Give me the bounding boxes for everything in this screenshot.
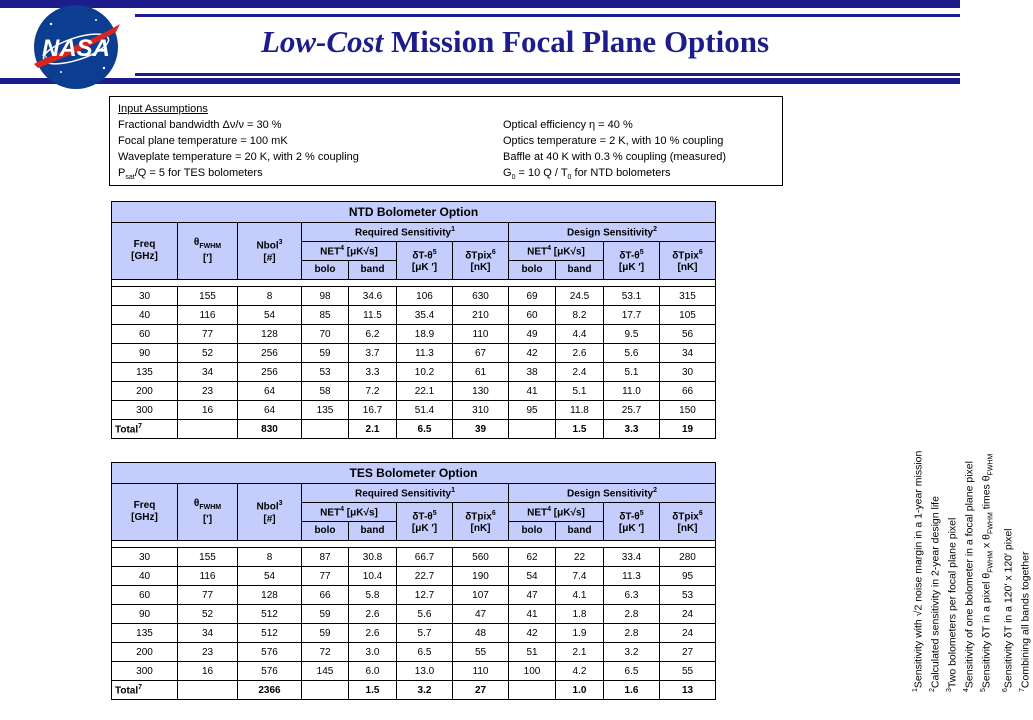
total-label: Total$^7$ <box>112 681 178 700</box>
table-cell: 145 <box>302 662 349 681</box>
col-dt: $\delta T-\theta^5$ [μK ′] <box>604 242 660 280</box>
ntd-bolometer-table <box>111 201 716 439</box>
table-row <box>112 567 716 586</box>
table-cell: 60 <box>112 586 178 605</box>
table-cell: 55 <box>453 643 509 662</box>
table-cell: 49 <box>509 325 556 344</box>
table-cell: 5.6 <box>397 605 453 624</box>
table-cell: 116 <box>178 567 238 586</box>
table-cell: 42 <box>509 344 556 363</box>
col-bolo: bolo <box>509 522 556 541</box>
table-row <box>112 401 716 420</box>
table-cell: 8 <box>238 548 302 567</box>
assumption-bandwidth: Fractional bandwidth Δν/ν = 30 % <box>118 119 282 131</box>
table-cell: 66.7 <box>397 548 453 567</box>
table-cell: 150 <box>660 401 716 420</box>
table-cell: 155 <box>178 287 238 306</box>
table-cell: 11.8 <box>556 401 604 420</box>
slide-header <box>0 0 960 95</box>
table-cell: 54 <box>238 567 302 586</box>
table-cell: 54 <box>509 567 556 586</box>
col-dtpix: δTpix$^6$ [nK] <box>660 242 716 280</box>
table-cell: 17.7 <box>604 306 660 325</box>
table-cell: 2.8 <box>604 624 660 643</box>
table-cell: 70 <box>302 325 349 344</box>
table-cell: 56 <box>660 325 716 344</box>
table-cell: 53 <box>302 363 349 382</box>
col-required-group: Required Sensitivity$^1$ <box>302 484 509 503</box>
table-cell: 23 <box>178 643 238 662</box>
table-cell: 7.2 <box>349 382 397 401</box>
assumption-baffle: Baffle at 40 K with 0.3 % coupling (measured) <box>503 151 726 163</box>
nasa-logo-icon <box>16 2 136 92</box>
table-cell: 41 <box>509 605 556 624</box>
table-cell: 300 <box>112 401 178 420</box>
table-cell: 35.4 <box>397 306 453 325</box>
table-cell: 6.5 <box>397 420 453 439</box>
table-cell: 39 <box>453 420 509 439</box>
table-cell: 130 <box>453 382 509 401</box>
assumption-focal-temp: Focal plane temperature = 100 mK <box>118 135 288 147</box>
table-cell: 6.5 <box>604 662 660 681</box>
col-dtpix: δTpix$^6$ [nK] <box>453 503 509 541</box>
table-cell: 630 <box>453 287 509 306</box>
table-cell: 24 <box>660 605 716 624</box>
table-cell: 512 <box>238 605 302 624</box>
col-nbol: Nbol$^3$ [#] <box>238 223 302 280</box>
table-caption: TES Bolometer Option <box>112 463 716 484</box>
table-cell: 9.5 <box>604 325 660 344</box>
total-row <box>112 681 716 700</box>
table-cell: 2.6 <box>349 605 397 624</box>
table-row <box>112 643 716 662</box>
table-cell: 16.7 <box>349 401 397 420</box>
table-cell: 77 <box>302 567 349 586</box>
table-cell: 23 <box>178 382 238 401</box>
footnotes <box>909 362 1033 692</box>
table-row <box>112 287 716 306</box>
assumption-efficiency: Optical efficiency η = 40 % <box>503 119 633 131</box>
col-band: band <box>556 522 604 541</box>
table-cell: 5.1 <box>604 363 660 382</box>
col-net: NET$^4$ [μK√s] <box>509 503 604 522</box>
col-band: band <box>556 261 604 280</box>
table-cell: 5.7 <box>397 624 453 643</box>
table-cell: 1.6 <box>604 681 660 700</box>
col-dtpix: δTpix$^6$ [nK] <box>453 242 509 280</box>
table-cell: 66 <box>660 382 716 401</box>
total-label: Total$^7$ <box>112 420 178 439</box>
table-cell: 30.8 <box>349 548 397 567</box>
table-cell: 85 <box>302 306 349 325</box>
table-cell: 200 <box>112 382 178 401</box>
input-assumptions-heading: Input Assumptions <box>118 103 208 115</box>
table-cell: 2.1 <box>349 420 397 439</box>
table-cell: 2.4 <box>556 363 604 382</box>
table-cell: 67 <box>453 344 509 363</box>
table-cell: 19 <box>660 420 716 439</box>
table-cell: 3.2 <box>397 681 453 700</box>
table-cell: 54 <box>238 306 302 325</box>
table-cell: 51.4 <box>397 401 453 420</box>
table-cell: 66 <box>302 586 349 605</box>
table-cell: 3.3 <box>604 420 660 439</box>
table-cell: 300 <box>112 662 178 681</box>
table-cell: 34 <box>178 363 238 382</box>
table-cell: 24 <box>660 624 716 643</box>
table-cell: 60 <box>112 325 178 344</box>
table-cell: 107 <box>453 586 509 605</box>
table-cell: 16 <box>178 662 238 681</box>
table-row <box>112 306 716 325</box>
footnote-1: $^1$Sensitivity with √2 noise margin in a 1-year mission <box>912 450 925 692</box>
table-cell: 12.7 <box>397 586 453 605</box>
table-cell: 5.8 <box>349 586 397 605</box>
logo-text: NASA <box>41 35 111 62</box>
table-cell: 47 <box>509 586 556 605</box>
table-cell: 30 <box>112 548 178 567</box>
table-cell: 41 <box>509 382 556 401</box>
table-cell: 6.3 <box>604 586 660 605</box>
table-cell: 830 <box>238 420 302 439</box>
table-cell: 3.0 <box>349 643 397 662</box>
table-cell: 1.5 <box>556 420 604 439</box>
table-cell: 59 <box>302 344 349 363</box>
table-cell: 105 <box>660 306 716 325</box>
col-freq: Freq [GHz] <box>112 484 178 541</box>
table-cell: 1.5 <box>349 681 397 700</box>
table-cell: 135 <box>112 624 178 643</box>
table-cell: 7.4 <box>556 567 604 586</box>
table-cell: 3.2 <box>604 643 660 662</box>
footnote-2: $^2$Calculated sensitivity in 2-year design life <box>929 496 942 692</box>
table-cell: 59 <box>302 605 349 624</box>
table-cell: 95 <box>509 401 556 420</box>
col-dt: $\delta T-\theta^5$ [μK ′] <box>397 242 453 280</box>
table-cell: 13 <box>660 681 716 700</box>
col-design-group: Design Sensitivity$^2$ <box>509 223 716 242</box>
table-cell: 27 <box>453 681 509 700</box>
header-bottom-bar <box>0 78 960 84</box>
col-theta: $\theta_{FWHM}$ [′] <box>178 223 238 280</box>
assumption-psat: $P_{sat}/Q = 5$ for TES bolometers <box>118 167 263 182</box>
table-cell: 62 <box>509 548 556 567</box>
col-bolo: bolo <box>302 522 349 541</box>
table-cell: 6.2 <box>349 325 397 344</box>
table-row <box>112 662 716 681</box>
footnote-3: $^3$Two bolometers per focal plane pixel <box>946 517 959 692</box>
table-cell: 576 <box>238 662 302 681</box>
col-freq: Freq [GHz] <box>112 223 178 280</box>
table-cell: 1.0 <box>556 681 604 700</box>
table-cell: 53.1 <box>604 287 660 306</box>
col-theta: $\theta_{FWHM}$ [′] <box>178 484 238 541</box>
table-cell: 90 <box>112 605 178 624</box>
table-cell: 13.0 <box>397 662 453 681</box>
footnote-7: $^7$Combining all bands together <box>1019 551 1032 692</box>
table-cell: 128 <box>238 325 302 344</box>
table-cell: 110 <box>453 325 509 344</box>
table-cell: 6.0 <box>349 662 397 681</box>
table-cell: 11.0 <box>604 382 660 401</box>
table-cell: 61 <box>453 363 509 382</box>
table-cell: 34 <box>178 624 238 643</box>
table-cell: 38 <box>509 363 556 382</box>
table-cell: 87 <box>302 548 349 567</box>
page-title <box>140 24 890 60</box>
table-cell: 34 <box>660 344 716 363</box>
table-cell: 69 <box>509 287 556 306</box>
table-cell: 315 <box>660 287 716 306</box>
table-cell: 2.8 <box>604 605 660 624</box>
table-cell: 116 <box>178 306 238 325</box>
table-cell: 280 <box>660 548 716 567</box>
table-cell: 48 <box>453 624 509 643</box>
col-net: NET$^4$ [μK√s] <box>302 242 397 261</box>
table-cell: 11.5 <box>349 306 397 325</box>
total-row <box>112 420 716 439</box>
col-required-group: Required Sensitivity$^1$ <box>302 223 509 242</box>
table-cell: 8.2 <box>556 306 604 325</box>
table-row <box>112 586 716 605</box>
tes-bolometer-table <box>111 462 716 700</box>
table-cell: 22.7 <box>397 567 453 586</box>
table-cell: 72 <box>302 643 349 662</box>
table-cell: 24.5 <box>556 287 604 306</box>
table-cell: 256 <box>238 363 302 382</box>
table-cell: 155 <box>178 548 238 567</box>
table-cell: 22 <box>556 548 604 567</box>
table-cell: 190 <box>453 567 509 586</box>
table-cell: 16 <box>178 401 238 420</box>
table-cell: 30 <box>660 363 716 382</box>
table-cell: 135 <box>302 401 349 420</box>
table-cell: 100 <box>509 662 556 681</box>
table-cell: 2.6 <box>349 624 397 643</box>
footnote-5: $^5$Sensitivity δT in a pixel $\theta_{FWHM}$ x $\theta_{FWHM}$ times $\theta_{FWHM}$ <box>980 453 995 692</box>
col-design-group: Design Sensitivity$^2$ <box>509 484 716 503</box>
table-cell: 6.5 <box>397 643 453 662</box>
col-band: band <box>349 261 397 280</box>
table-cell: 2.1 <box>556 643 604 662</box>
table-cell: 52 <box>178 605 238 624</box>
table-cell: 110 <box>453 662 509 681</box>
table-cell: 47 <box>453 605 509 624</box>
table-row <box>112 548 716 567</box>
table-cell: 1.8 <box>556 605 604 624</box>
table-row <box>112 344 716 363</box>
table-cell: 90 <box>112 344 178 363</box>
col-dtpix: δTpix$^6$ [nK] <box>660 503 716 541</box>
input-assumptions-box <box>109 96 783 186</box>
table-cell: 77 <box>178 325 238 344</box>
table-cell: 64 <box>238 382 302 401</box>
table-cell: 11.3 <box>397 344 453 363</box>
table-cell: 33.4 <box>604 548 660 567</box>
table-row <box>112 382 716 401</box>
table-cell: 4.2 <box>556 662 604 681</box>
table-cell: 310 <box>453 401 509 420</box>
table-cell: 59 <box>302 624 349 643</box>
table-cell: 40 <box>112 306 178 325</box>
title-rest: Mission Focal Plane Options <box>383 24 770 59</box>
col-dt: $\delta T-\theta^5$ [μK ′] <box>397 503 453 541</box>
table-cell: 8 <box>238 287 302 306</box>
table-cell: 576 <box>238 643 302 662</box>
table-cell: 3.3 <box>349 363 397 382</box>
table-row <box>112 605 716 624</box>
table-cell: 77 <box>178 586 238 605</box>
footnote-6: $^6$Sensitivity δT in a 120′ x 120′ pixel <box>1002 528 1015 692</box>
table-cell: 135 <box>112 363 178 382</box>
table-cell: 210 <box>453 306 509 325</box>
table-cell: 40 <box>112 567 178 586</box>
table-row <box>112 325 716 344</box>
assumption-g0: $G_0 = 10$ Q / $T_0$ for NTD bolometers <box>503 167 671 182</box>
table-cell: 2366 <box>238 681 302 700</box>
table-cell: 27 <box>660 643 716 662</box>
table-caption: NTD Bolometer Option <box>112 202 716 223</box>
table-cell: 560 <box>453 548 509 567</box>
col-bolo: bolo <box>509 261 556 280</box>
table-cell: 3.7 <box>349 344 397 363</box>
table-cell: 5.1 <box>556 382 604 401</box>
table-cell: 51 <box>509 643 556 662</box>
table-cell: 34.6 <box>349 287 397 306</box>
table-cell: 58 <box>302 382 349 401</box>
table-cell: 128 <box>238 586 302 605</box>
table-cell: 5.6 <box>604 344 660 363</box>
table-cell: 512 <box>238 624 302 643</box>
table-cell: 4.4 <box>556 325 604 344</box>
col-net: NET$^4$ [μK√s] <box>302 503 397 522</box>
col-band: band <box>349 522 397 541</box>
table-cell: 200 <box>112 643 178 662</box>
table-cell: 10.4 <box>349 567 397 586</box>
table-cell: 60 <box>509 306 556 325</box>
header-top-bar <box>0 0 960 8</box>
table-cell: 52 <box>178 344 238 363</box>
footnote-4: $^4$Sensitivity of one bolometer in a focal plane pixel <box>963 461 976 692</box>
table-cell: 10.2 <box>397 363 453 382</box>
table-cell: 106 <box>397 287 453 306</box>
title-italic: Low-Cost <box>260 24 384 59</box>
table-cell: 64 <box>238 401 302 420</box>
col-net: NET$^4$ [μK√s] <box>509 242 604 261</box>
table-cell: 1.9 <box>556 624 604 643</box>
table-cell: 53 <box>660 586 716 605</box>
assumption-waveplate: Waveplate temperature = 20 K, with 2 % coupling <box>118 151 359 163</box>
table-cell: 42 <box>509 624 556 643</box>
assumption-optics-temp: Optics temperature = 2 K, with 10 % coupling <box>503 135 724 147</box>
table-cell: 30 <box>112 287 178 306</box>
table-cell: 22.1 <box>397 382 453 401</box>
col-bolo: bolo <box>302 261 349 280</box>
table-row <box>112 363 716 382</box>
table-cell: 25.7 <box>604 401 660 420</box>
table-cell: 98 <box>302 287 349 306</box>
table-row <box>112 624 716 643</box>
table-cell: 256 <box>238 344 302 363</box>
col-nbol: Nbol$^3$ [#] <box>238 484 302 541</box>
table-cell: 11.3 <box>604 567 660 586</box>
table-cell: 95 <box>660 567 716 586</box>
table-cell: 2.6 <box>556 344 604 363</box>
table-cell: 4.1 <box>556 586 604 605</box>
table-cell: 55 <box>660 662 716 681</box>
col-dt: $\delta T-\theta^5$ [μK ′] <box>604 503 660 541</box>
table-cell: 18.9 <box>397 325 453 344</box>
